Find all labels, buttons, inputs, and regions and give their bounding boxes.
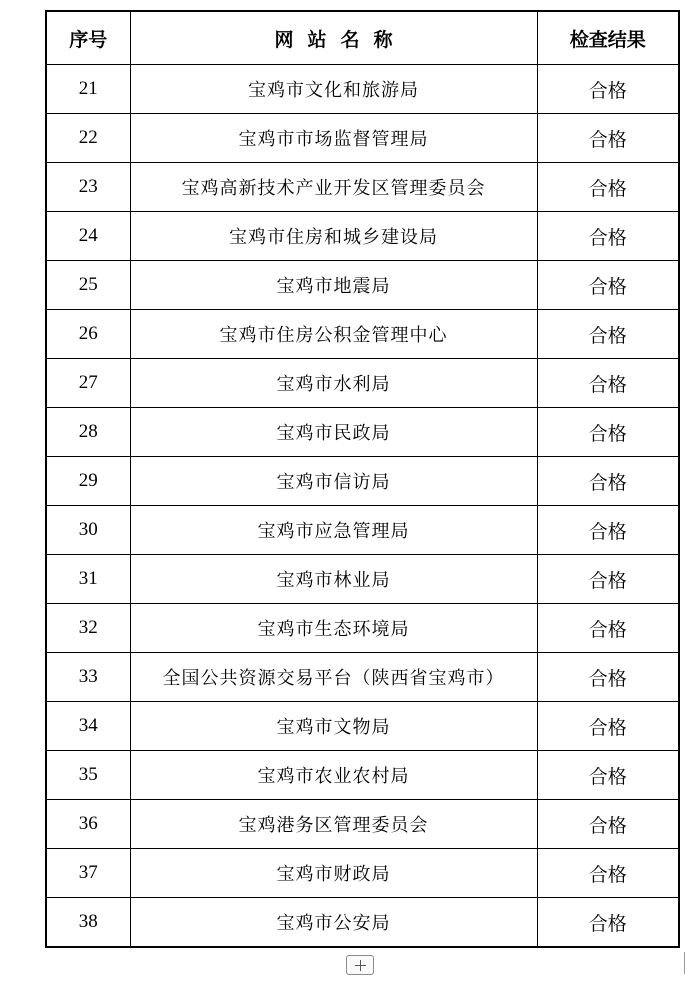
row-site-name-cell: 宝鸡市地震局 xyxy=(130,261,537,310)
table-row xyxy=(46,457,679,506)
row-result-cell: 合格 xyxy=(537,800,679,849)
plus-icon xyxy=(355,960,366,971)
header-row xyxy=(46,11,679,65)
row-result-cell: 合格 xyxy=(537,457,679,506)
table-row xyxy=(46,408,679,457)
row-index-cell: 31 xyxy=(46,555,130,604)
row-site-name-cell: 宝鸡市公安局 xyxy=(130,898,537,948)
row-result-cell: 合格 xyxy=(537,408,679,457)
row-index-cell: 28 xyxy=(46,408,130,457)
row-result-cell: 合格 xyxy=(537,653,679,702)
row-site-name-cell: 宝鸡市民政局 xyxy=(130,408,537,457)
row-index-cell: 33 xyxy=(46,653,130,702)
row-index-cell: 22 xyxy=(46,114,130,163)
header-site-name: 网站名称 xyxy=(130,11,537,65)
row-site-name-cell: 宝鸡市林业局 xyxy=(130,555,537,604)
row-site-name-cell: 宝鸡市生态环境局 xyxy=(130,604,537,653)
page-edge-divider xyxy=(684,952,685,974)
row-site-name-cell: 宝鸡市农业农村局 xyxy=(130,751,537,800)
table-row xyxy=(46,212,679,261)
row-index-cell: 24 xyxy=(46,212,130,261)
table-row xyxy=(46,849,679,898)
row-result-cell: 合格 xyxy=(537,359,679,408)
row-result-cell: 合格 xyxy=(537,261,679,310)
row-index-cell: 36 xyxy=(46,800,130,849)
row-site-name-cell: 全国公共资源交易平台（陕西省宝鸡市） xyxy=(130,653,537,702)
row-result-cell: 合格 xyxy=(537,506,679,555)
table-row xyxy=(46,604,679,653)
row-site-name-cell: 宝鸡市财政局 xyxy=(130,849,537,898)
row-index-cell: 35 xyxy=(46,751,130,800)
row-site-name-cell: 宝鸡市文化和旅游局 xyxy=(130,65,537,114)
row-site-name-cell: 宝鸡市水利局 xyxy=(130,359,537,408)
row-index-cell: 25 xyxy=(46,261,130,310)
row-index-cell: 37 xyxy=(46,849,130,898)
table-row xyxy=(46,751,679,800)
row-result-cell: 合格 xyxy=(537,751,679,800)
table-row xyxy=(46,702,679,751)
row-result-cell: 合格 xyxy=(537,114,679,163)
add-row-button[interactable] xyxy=(346,955,374,975)
row-site-name-cell: 宝鸡市应急管理局 xyxy=(130,506,537,555)
table-row xyxy=(46,359,679,408)
row-index-cell: 30 xyxy=(46,506,130,555)
row-result-cell: 合格 xyxy=(537,702,679,751)
table-row xyxy=(46,65,679,114)
header-index: 序号 xyxy=(46,11,130,65)
row-index-cell: 27 xyxy=(46,359,130,408)
row-index-cell: 21 xyxy=(46,65,130,114)
row-result-cell: 合格 xyxy=(537,555,679,604)
row-site-name-cell: 宝鸡市市场监督管理局 xyxy=(130,114,537,163)
row-site-name-cell: 宝鸡市文物局 xyxy=(130,702,537,751)
row-result-cell: 合格 xyxy=(537,849,679,898)
row-result-cell: 合格 xyxy=(537,604,679,653)
row-result-cell: 合格 xyxy=(537,898,679,948)
row-result-cell: 合格 xyxy=(537,212,679,261)
table-row xyxy=(46,261,679,310)
table-row xyxy=(46,898,679,948)
table-row xyxy=(46,800,679,849)
table-row xyxy=(46,310,679,359)
row-result-cell: 合格 xyxy=(537,163,679,212)
table-row xyxy=(46,506,679,555)
row-result-cell: 合格 xyxy=(537,310,679,359)
row-site-name-cell: 宝鸡港务区管理委员会 xyxy=(130,800,537,849)
row-site-name-cell: 宝鸡市住房和城乡建设局 xyxy=(130,212,537,261)
row-site-name-cell: 宝鸡市信访局 xyxy=(130,457,537,506)
row-index-cell: 32 xyxy=(46,604,130,653)
header-result: 检查结果 xyxy=(537,11,679,65)
table-row xyxy=(46,555,679,604)
row-index-cell: 38 xyxy=(46,898,130,948)
row-index-cell: 34 xyxy=(46,702,130,751)
table-row xyxy=(46,653,679,702)
table-row xyxy=(46,114,679,163)
inspection-table xyxy=(45,10,680,948)
row-site-name-cell: 宝鸡市住房公积金管理中心 xyxy=(130,310,537,359)
row-result-cell: 合格 xyxy=(537,65,679,114)
row-index-cell: 23 xyxy=(46,163,130,212)
table-row xyxy=(46,163,679,212)
row-index-cell: 29 xyxy=(46,457,130,506)
row-index-cell: 26 xyxy=(46,310,130,359)
row-site-name-cell: 宝鸡高新技术产业开发区管理委员会 xyxy=(130,163,537,212)
